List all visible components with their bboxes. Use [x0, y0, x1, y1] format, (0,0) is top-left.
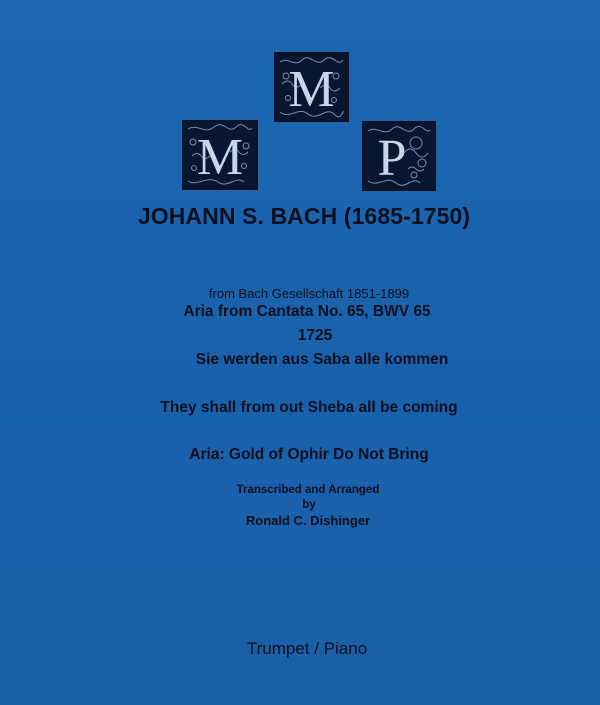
- svg-text:M: M: [196, 129, 244, 186]
- composition-year: 1725: [297, 327, 333, 344]
- aria-title: Aria: Gold of Ophir Do Not Bring: [189, 446, 429, 463]
- ornamental-p-icon: [364, 123, 434, 189]
- ornamental-m-icon: [276, 54, 347, 120]
- logo-p-right-tile: [362, 121, 436, 191]
- composer-heading: JOHANN S. BACH (1685-1750): [137, 203, 471, 229]
- title-german: Sie werden aus Saba alle kommen: [195, 351, 449, 368]
- source-edition: from Bach Gesellschaft 1851-1899: [208, 286, 410, 301]
- work-title: Aria from Cantata No. 65, BWV 65: [183, 303, 431, 320]
- title-english: They shall from out Sheba all be coming: [160, 399, 458, 416]
- logo-m-left-tile: [182, 120, 258, 190]
- credit-transcribed: Transcribed and Arranged: [236, 484, 380, 496]
- credit-by: by: [302, 499, 316, 511]
- logo-m-top-tile: [274, 52, 349, 122]
- instrumentation: Trumpet / Piano: [246, 639, 368, 658]
- svg-text:P: P: [377, 130, 407, 187]
- svg-text:M: M: [288, 61, 335, 118]
- credit-arranger: Ronald C. Dishinger: [245, 513, 371, 528]
- ornamental-m-icon: [184, 122, 256, 188]
